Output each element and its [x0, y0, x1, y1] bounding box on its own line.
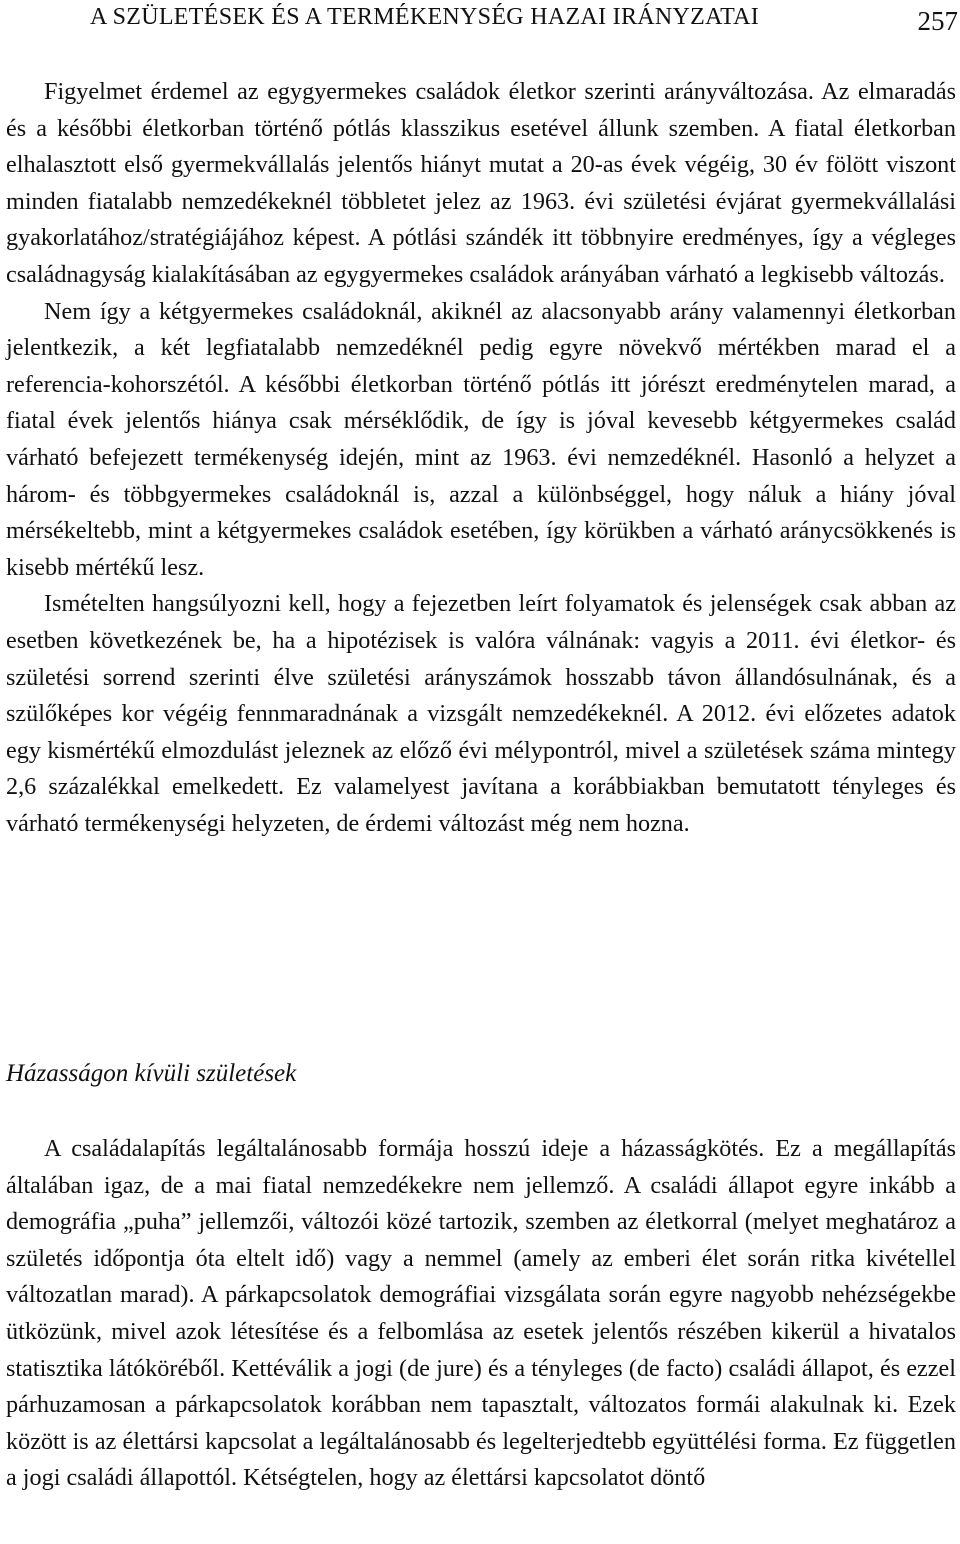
section-heading: Házasságon kívüli születések [6, 1060, 297, 1087]
paragraph: Ismételten hangsúlyozni kell, hogy a fejezetben leírt folyamatok és jelenségek csak abban az esetben következének be, ha a hipotézisek is valóra válnának: vagyis a 2011. évi életkor- és születési sorrend szerinti élve születési arányszámok hosszabb távon állandósulnának, és a szülőképes kor végéig fennmaradnának a vizsgált nemzedékeknél. A 2012. évi előzetes adatok egy kismértékű elmozdulást jeleznek az előző évi mélypontról, mivel a születések száma mintegy 2,6 százalékkal emelkedett. Ez valamelyest javítana a korábbiakban bemutatott tényleges és várható termékenységi helyzeten, de érdemi változást még nem hozna. [6, 590, 956, 837]
paragraph: Nem így a kétgyermekes családoknál, akiknél az alacsonyabb arány valamennyi életkorban jelentkezik, a két legfiatalabb nemzedéknél pedig egyre növekvő mértékben marad el a referencia-kohorszétól. A későbbi életkorban történő pótlás itt jórészt eredménytelen marad, a fiatal évek jelentős hiánya csak mérséklődik, de így is jóval kevesebb kétgyermekes család várható befejezett termékenység idején, mint az 1963. évi nemzedéknél. Hasonló a helyzet a három- és többgyermekes családoknál is, azzal a különbséggel, hogy náluk a hiány jóval mérsékeltebb, mint a kétgyermekes családok esetében, így körükben a várható aránycsökkenés is kisebb mértékű lesz. [6, 297, 956, 581]
page-number: 257 [917, 6, 958, 36]
body-text-block [6, 74, 956, 842]
paragraph: A családalapítás legáltalánosabb formája hosszú ideje a házasságkötés. Ez a megállapítás általában igaz, de a mai fiatal nemzedékekre nem jellemző. A családi állapot egyre inkább a demográfia „puha” jellemzői, változói közé tartozik, szemben az életkorral (melyet meghatároz a születés időpontja óta eltelt idő) vagy a nemmel (amely az emberi élet során ritka kivétellel változatlan marad). A párkapcsolatok demográfiai vizsgálata során egyre nagyobb nehézségekbe ütközünk, mivel azok létesítése és a felbomlása az esetek jelentős részében kikerül a hivatalos statisztika látóköréből. Kettéválik a jogi (de jure) és a tényleges (de facto) családi állapot, és ezzel párhuzamosan a párkapcsolatok korábban nem tapasztalt, változatos formái alakulnak ki. Ezek között is az élettársi kapcsolat a legáltalánosabb és legelterjedtebb együttélési forma. Ez független a jogi családi állapottól. Kétségtelen, hogy az élettársi kapcsolatot döntő [6, 1135, 956, 1492]
running-title: A SZÜLETÉSEK ÉS A TERMÉKENYSÉG HAZAI IRÁNYZATAI [90, 4, 760, 30]
running-header [38, 2, 958, 42]
section-body-text [6, 1131, 956, 1497]
paragraph: Figyelmet érdemel az egygyermekes családok életkor szerinti arányváltozása. Az elmaradás és a későbbi életkorban történő pótlás klasszikus esetével állunk szemben. A fiatal életkorban elhalasztott első gyermekvállalás jelentős hiányt mutat a 20-as évek végéig, 30 év fölött viszont minden fiatalabb nemzedékeknél többletet jelez az 1963. évi születési évjárat gyermekvállalási gyakorlatához/stratégiájához képest. A pótlási szándék itt többnyire eredményes, így a végleges családnagyság kialakításában az egygyermekes családok arányában várható a legkisebb változás. [6, 78, 956, 288]
